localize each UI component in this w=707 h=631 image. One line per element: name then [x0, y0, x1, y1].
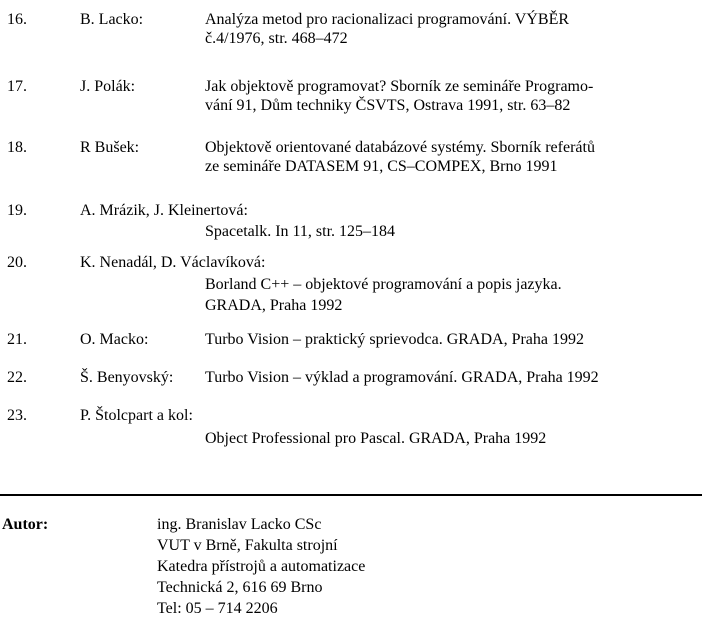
reference-line: GRADA, Praha 1992	[205, 297, 343, 314]
reference-number: 16.	[7, 11, 27, 28]
reference-number: 19.	[7, 202, 27, 219]
autor-street-address: Technická 2, 616 69 Brno	[157, 579, 323, 596]
reference-number: 18.	[7, 139, 27, 156]
reference-line: ze semináře DATASEM 91, CS–COMPEX, Brno 1991	[205, 158, 558, 175]
reference-line: Objektově orientované databázové systémy. Sborník referátů	[205, 139, 595, 156]
reference-author: A. Mrázik, J. Kleinertová:	[80, 202, 248, 219]
reference-author: K. Nenadál, D. Václavíková:	[80, 254, 266, 271]
reference-text	[205, 368, 599, 387]
autor-name: ing. Branislav Lacko CSc	[157, 516, 322, 533]
reference-text	[205, 330, 584, 349]
reference-text	[205, 429, 546, 448]
autor-phone: Tel: 05 – 714 2206	[157, 600, 278, 617]
autor-institution: VUT v Brně, Fakulta strojní	[157, 537, 338, 554]
reference-number: 20.	[7, 254, 27, 271]
reference-author: R Bušek:	[80, 139, 140, 156]
reference-text	[205, 138, 595, 176]
reference-text	[205, 222, 395, 241]
horizontal-divider	[0, 494, 702, 496]
autor-address-block	[157, 514, 365, 619]
reference-line: Turbo Vision – praktický sprievodca. GRADA, Praha 1992	[205, 331, 585, 348]
reference-line: Analýza metod pro racionalizaci programování. VÝBĚR	[205, 11, 570, 28]
reference-line: Spacetalk. In 11, str. 125–184	[205, 223, 396, 240]
reference-author: B. Lacko:	[80, 11, 144, 28]
autor-department: Katedra přístrojů a automatizace	[157, 558, 366, 575]
reference-author: P. Štolcpart a kol:	[80, 407, 193, 424]
reference-author: J. Polák:	[80, 78, 136, 95]
reference-text	[205, 274, 562, 316]
reference-line: Object Professional pro Pascal. GRADA, Praha 1992	[205, 430, 547, 447]
reference-author: Š. Benyovský:	[80, 369, 174, 386]
reference-number: 21.	[7, 331, 27, 348]
reference-number: 17.	[7, 78, 27, 95]
reference-text	[205, 10, 569, 48]
reference-author: O. Macko:	[80, 331, 149, 348]
reference-line: č.4/1976, str. 468–472	[205, 30, 348, 47]
reference-line: Turbo Vision – výklad a programování. GRADA, Praha 1992	[205, 369, 599, 386]
reference-line: vání 91, Dům techniky ČSVTS, Ostrava 1991, str. 63–82	[205, 97, 571, 114]
reference-number: 23.	[7, 407, 27, 424]
reference-line: Borland C++ – objektové programování a popis jazyka.	[205, 276, 562, 293]
reference-number: 22.	[7, 369, 27, 386]
reference-text	[205, 77, 593, 115]
autor-label: Autor:	[2, 516, 49, 533]
reference-line: Jak objektově programovat? Sborník ze semináře Programo-	[205, 78, 594, 95]
